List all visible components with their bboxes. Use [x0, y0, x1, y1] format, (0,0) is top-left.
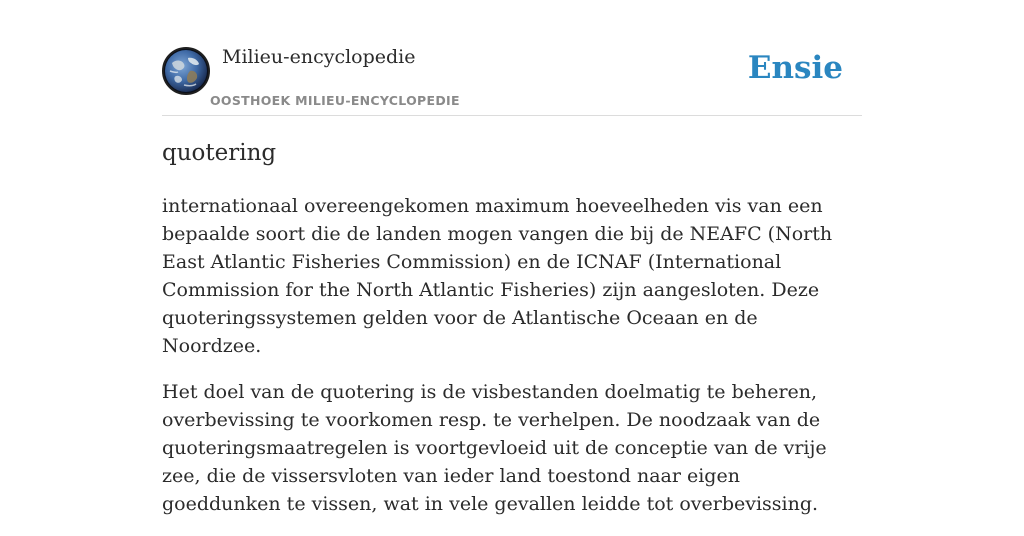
brand-logo[interactable]: Ensie: [747, 50, 843, 86]
page-title: quotering: [162, 140, 277, 166]
site-subtitle: OOSTHOEK MILIEU-ENCYCLOPEDIE: [210, 93, 460, 108]
header: [162, 0, 862, 116]
article-body: [162, 192, 862, 536]
paragraph: internationaal overeengekomen maximum hoeveelheden vis van een bepaalde soort die de landen mogen vangen die bij de NEAFC (North East Atlantic Fisheries Commission) en de ICNAF (International Commission for the North Atlantic Fisheries) zijn aangesloten. Deze quoteringssystemen gelden voor de Atlantische Oceaan en de Noordzee.: [162, 195, 833, 357]
site-name[interactable]: Milieu-encyclopedie: [222, 46, 416, 68]
page: [162, 0, 862, 515]
earth-globe-icon[interactable]: [162, 47, 210, 95]
paragraph: Het doel van de quotering is de visbestanden doelmatig te beheren, overbevissing te voorkomen resp. te verhelpen. De noodzaak van de quoteringsmaatregelen is voortgevloeid uit de conceptie van de vrije zee, die de vissersvloten van ieder land toestond naar eigen goeddunken te vissen, wat in vele gevallen leidde tot overbevissing.: [162, 381, 827, 515]
